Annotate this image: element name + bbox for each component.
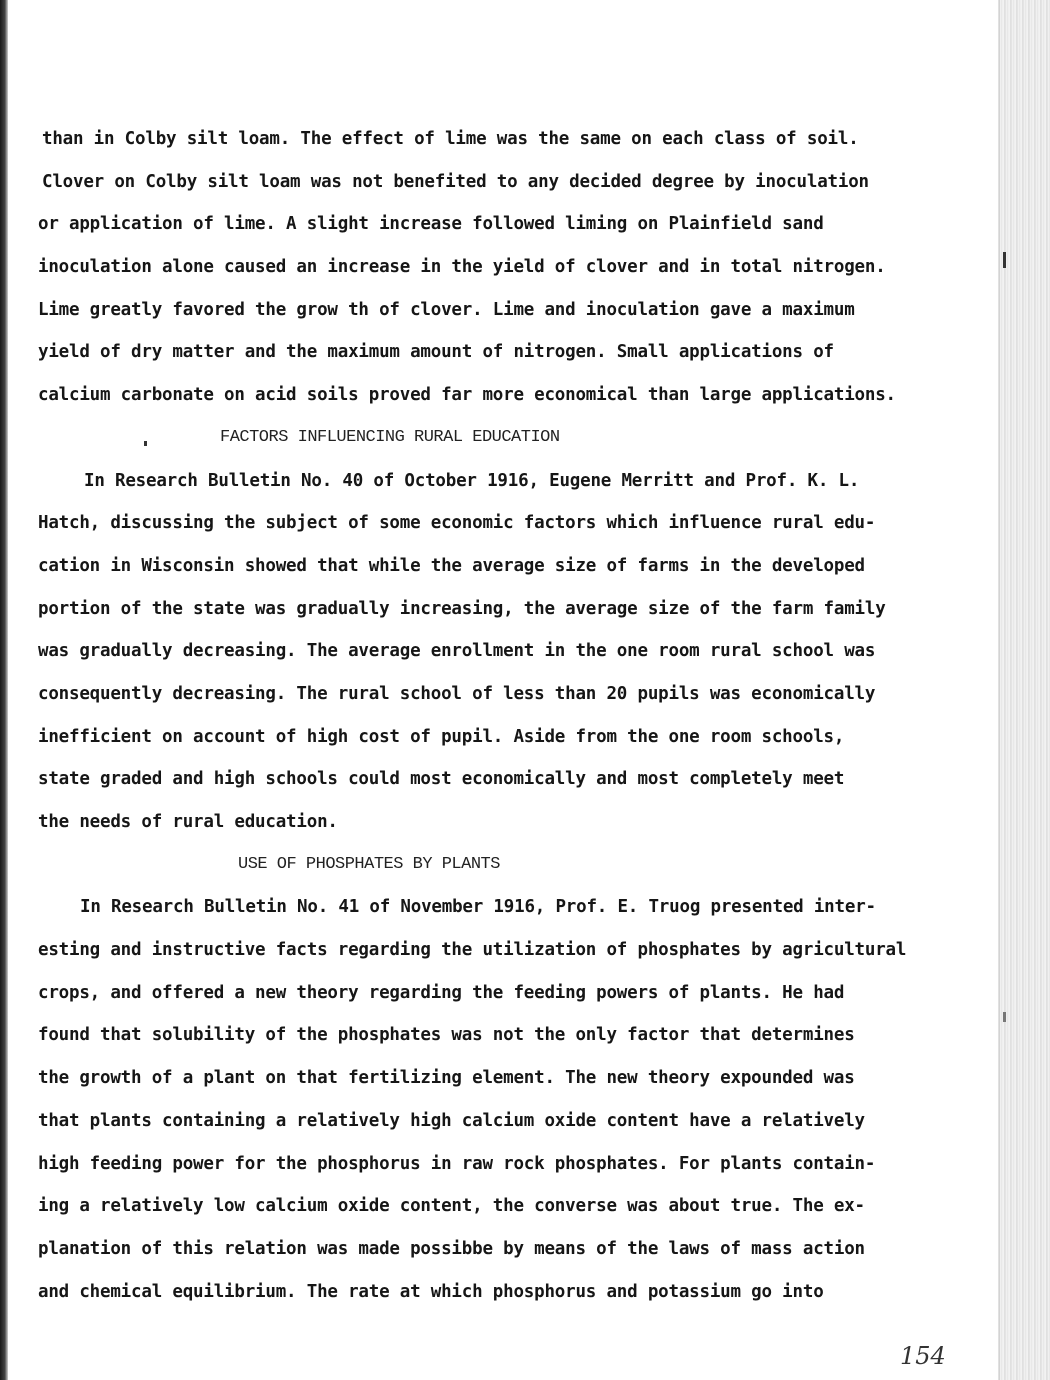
text-line: cation in Wisconsin showed that while the average size of farms in the developed [38, 555, 865, 576]
text-line: Hatch, discussing the subject of some economic factors which influence rural edu- [38, 513, 876, 534]
section-paragraph [38, 886, 918, 1313]
text-line: calcium carbonate on acid soils proved far more economical than large applications. [38, 385, 896, 406]
section-heading: USE OF PHOSPHATES BY PLANTS [238, 854, 500, 874]
text-line: planation of this relation was made possibbe by means of the laws of mass action [38, 1238, 865, 1259]
book-page-edges [1000, 0, 1050, 1380]
document-page [38, 118, 918, 1313]
text-line: yield of dry matter and the maximum amount of nitrogen. Small applications of [38, 342, 834, 363]
intro-paragraph [38, 118, 918, 417]
section-paragraph [38, 460, 918, 844]
text-line: was gradually decreasing. The average enrollment in the one room rural school was [38, 641, 876, 662]
stray-ink-mark [144, 441, 147, 446]
text-line: state graded and high schools could most economically and most completely meet [38, 769, 845, 790]
edge-mark [1003, 252, 1006, 268]
text-line: inefficient on account of high cost of pupil. Aside from the one room schools, [38, 726, 845, 747]
section-heading: FACTORS INFLUENCING RURAL EDUCATION [220, 427, 560, 447]
text-line: and chemical equilibrium. The rate at which phosphorus and potassium go into [38, 1281, 824, 1302]
text-line: crops, and offered a new theory regarding the feeding powers of plants. He had [38, 982, 845, 1003]
text-line: ing a relatively low calcium oxide content, the converse was about true. The ex- [38, 1196, 865, 1217]
text-line: In Research Bulletin No. 40 of October 1916, Eugene Merritt and Prof. K. L. [84, 470, 860, 491]
text-line: than in Colby silt loam. The effect of lime was the same on each class of soil. [42, 129, 859, 149]
scan-left-edge [0, 0, 8, 1380]
text-line: portion of the state was gradually increasing, the average size of the farm family [38, 598, 886, 619]
text-line: that plants containing a relatively high calcium oxide content have a relatively [38, 1110, 865, 1131]
text-line: consequently decreasing. The rural school of less than 20 pupils was economically [38, 683, 876, 704]
edge-mark [1003, 1012, 1006, 1022]
text-line: In Research Bulletin No. 41 of November 1916, Prof. E. Truog presented inter- [80, 897, 876, 918]
text-line: Clover on Colby silt loam was not benefited to any decided degree by inoculation [42, 171, 869, 192]
text-line: the growth of a plant on that fertilizing element. The new theory expounded was [38, 1068, 855, 1089]
text-line: esting and instructive facts regarding the utilization of phosphates by agricultural [38, 940, 907, 961]
page-number: 154 [900, 1342, 946, 1370]
text-line: high feeding power for the phosphorus in raw rock phosphates. For plants contain- [38, 1153, 876, 1174]
text-line: or application of lime. A slight increase followed liming on Plainfield sand [38, 214, 824, 235]
text-line: found that solubility of the phosphates was not the only factor that determines [38, 1025, 855, 1046]
text-line: Lime greatly favored the grow th of clover. Lime and inoculation gave a maximum [38, 299, 855, 320]
text-line: inoculation alone caused an increase in the yield of clover and in total nitrogen. [38, 257, 886, 278]
text-line: the needs of rural education. [38, 812, 338, 832]
